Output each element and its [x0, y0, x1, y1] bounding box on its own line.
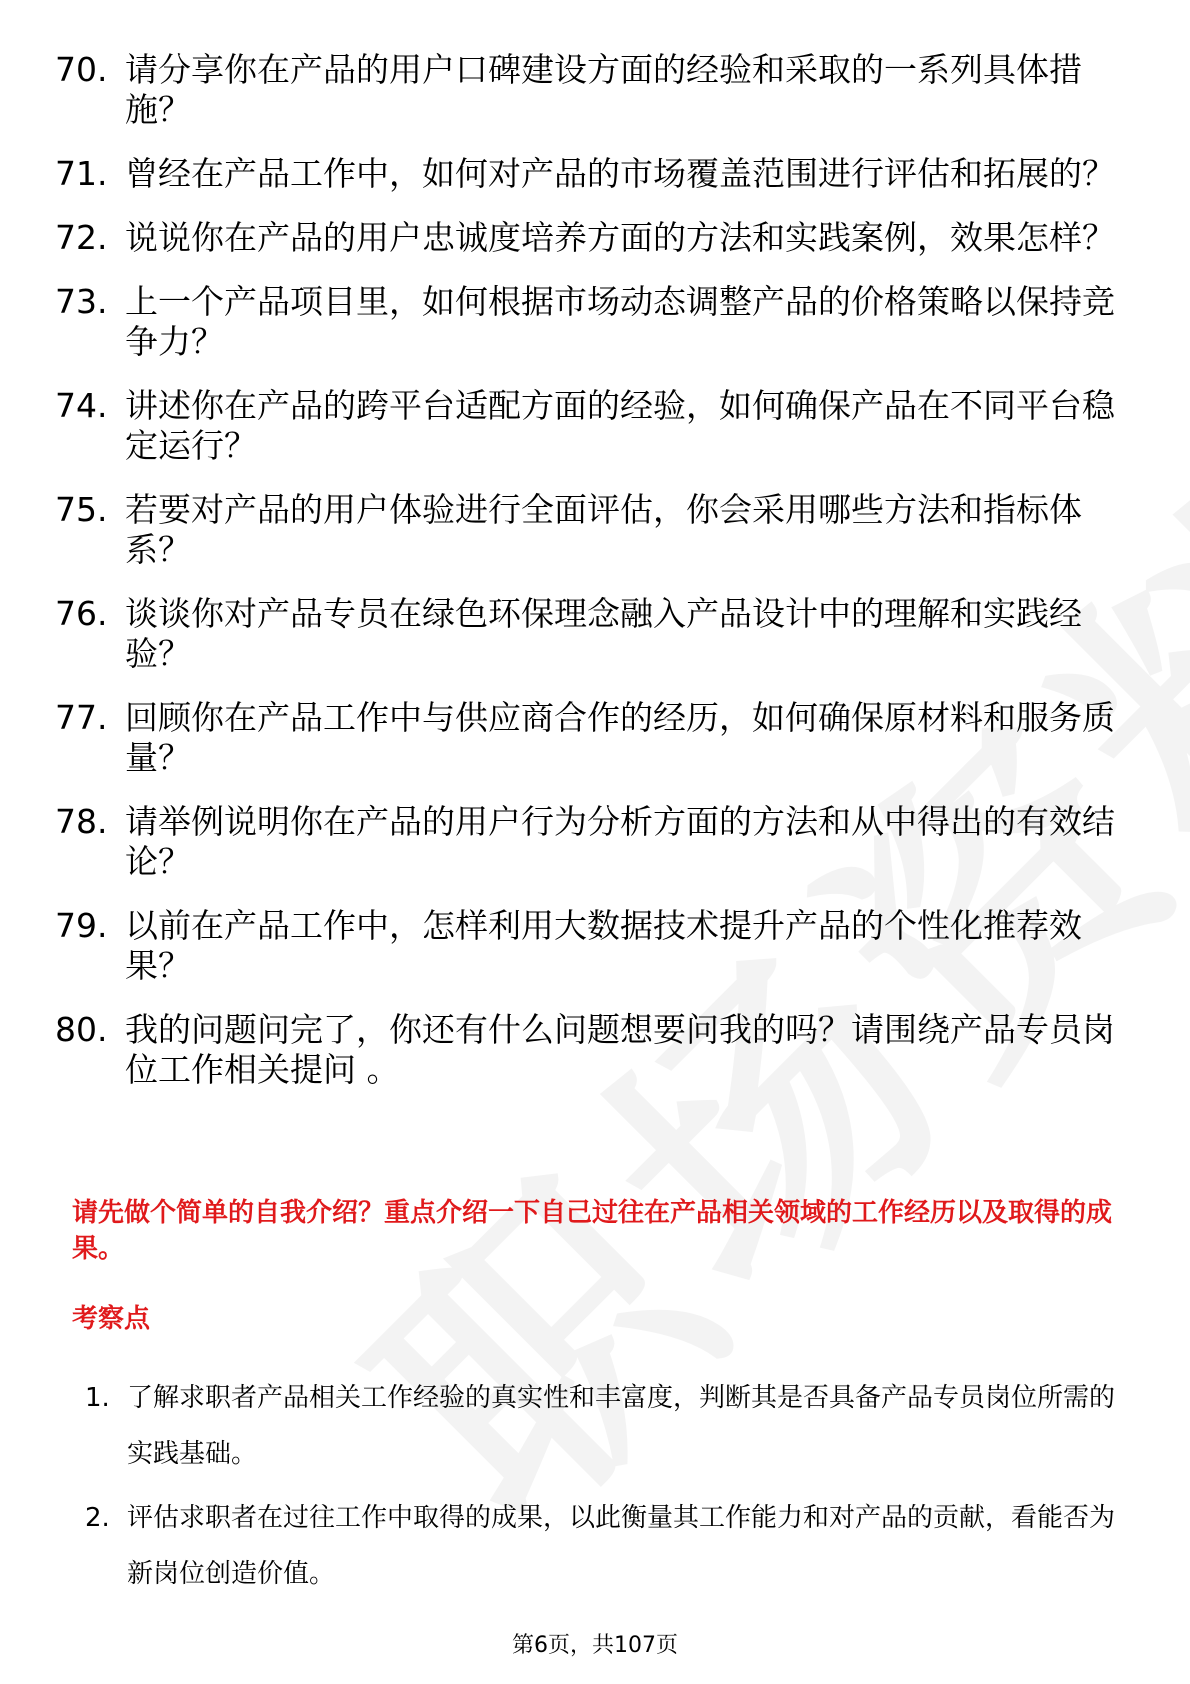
question-text: 若要对产品的用户体验进行全面评估，你会采用哪些方法和指标体系？: [125, 490, 1082, 569]
question-text: 讲述你在产品的跨平台适配方面的经验，如何确保产品在不同平台稳定运行？: [125, 386, 1115, 465]
list-item: [55, 154, 1115, 194]
point-text: 评估求职者在过往工作中取得的成果，以此衡量其工作能力和对产品的贡献，看能否为新岗位创造价值。: [127, 1503, 1116, 1589]
question-number: 72.: [55, 218, 108, 257]
question-text: 以前在产品工作中，怎样利用大数据技术提升产品的个性化推荐效果？: [125, 906, 1082, 985]
question-number: 75.: [55, 490, 108, 529]
question-text: 曾经在产品工作中，如何对产品的市场覆盖范围进行评估和拓展的？: [125, 154, 1115, 193]
question-number: 78.: [55, 802, 108, 841]
question-number: 73.: [55, 282, 108, 321]
list-item: [55, 698, 1115, 778]
question-list: [55, 50, 1115, 1114]
question-text: 请分享你在产品的用户口碑建设方面的经验和采取的一系列具体措施？: [125, 50, 1082, 129]
list-item: [55, 282, 1115, 362]
list-item: [55, 490, 1115, 570]
list-item: [55, 1010, 1115, 1090]
section-title: 考察点: [72, 1304, 151, 1334]
question-number: 80.: [55, 1010, 108, 1049]
list-item: [55, 386, 1115, 466]
question-number: 77.: [55, 698, 108, 737]
question-number: 79.: [55, 906, 108, 945]
page-footer: 第6页，共107页: [512, 1633, 678, 1658]
question-number: 70.: [55, 50, 108, 89]
list-item: [55, 594, 1115, 674]
list-item: [55, 218, 1115, 258]
question-text: 谈谈你对产品专员在绿色环保理念融入产品设计中的理解和实践经验？: [125, 594, 1082, 673]
question-text: 我的问题问完了，你还有什么问题想要问我的吗？请围绕产品专员岗位工作相关提问 。: [125, 1010, 1115, 1089]
list-item: [55, 802, 1115, 882]
list-item: [55, 906, 1115, 986]
question-number: 76.: [55, 594, 108, 633]
list-item: [55, 50, 1115, 130]
point-number: 2.: [85, 1503, 110, 1533]
question-text: 上一个产品项目里，如何根据市场动态调整产品的价格策略以保持竞争力？: [125, 282, 1115, 361]
question-text: 请举例说明你在产品的用户行为分析方面的方法和从中得出的有效结论？: [125, 802, 1115, 881]
question-number: 74.: [55, 386, 108, 425]
list-item: [85, 1490, 1115, 1602]
question-text: 回顾你在产品工作中与供应商合作的经历，如何确保原材料和服务质量？: [125, 698, 1115, 777]
point-text: 了解求职者产品相关工作经验的真实性和丰富度，判断其是否具备产品专员岗位所需的实践基础。: [127, 1383, 1116, 1469]
intro-question: 请先做个简单的自我介绍？重点介绍一下自己过往在产品相关领域的工作经历以及取得的成果。: [72, 1198, 1113, 1264]
assessment-points: [85, 1370, 1115, 1610]
point-number: 1.: [85, 1383, 110, 1413]
list-item: [85, 1370, 1115, 1482]
question-text: 说说你在产品的用户忠诚度培养方面的方法和实践案例，效果怎样？: [125, 218, 1115, 257]
question-number: 71.: [55, 154, 108, 193]
